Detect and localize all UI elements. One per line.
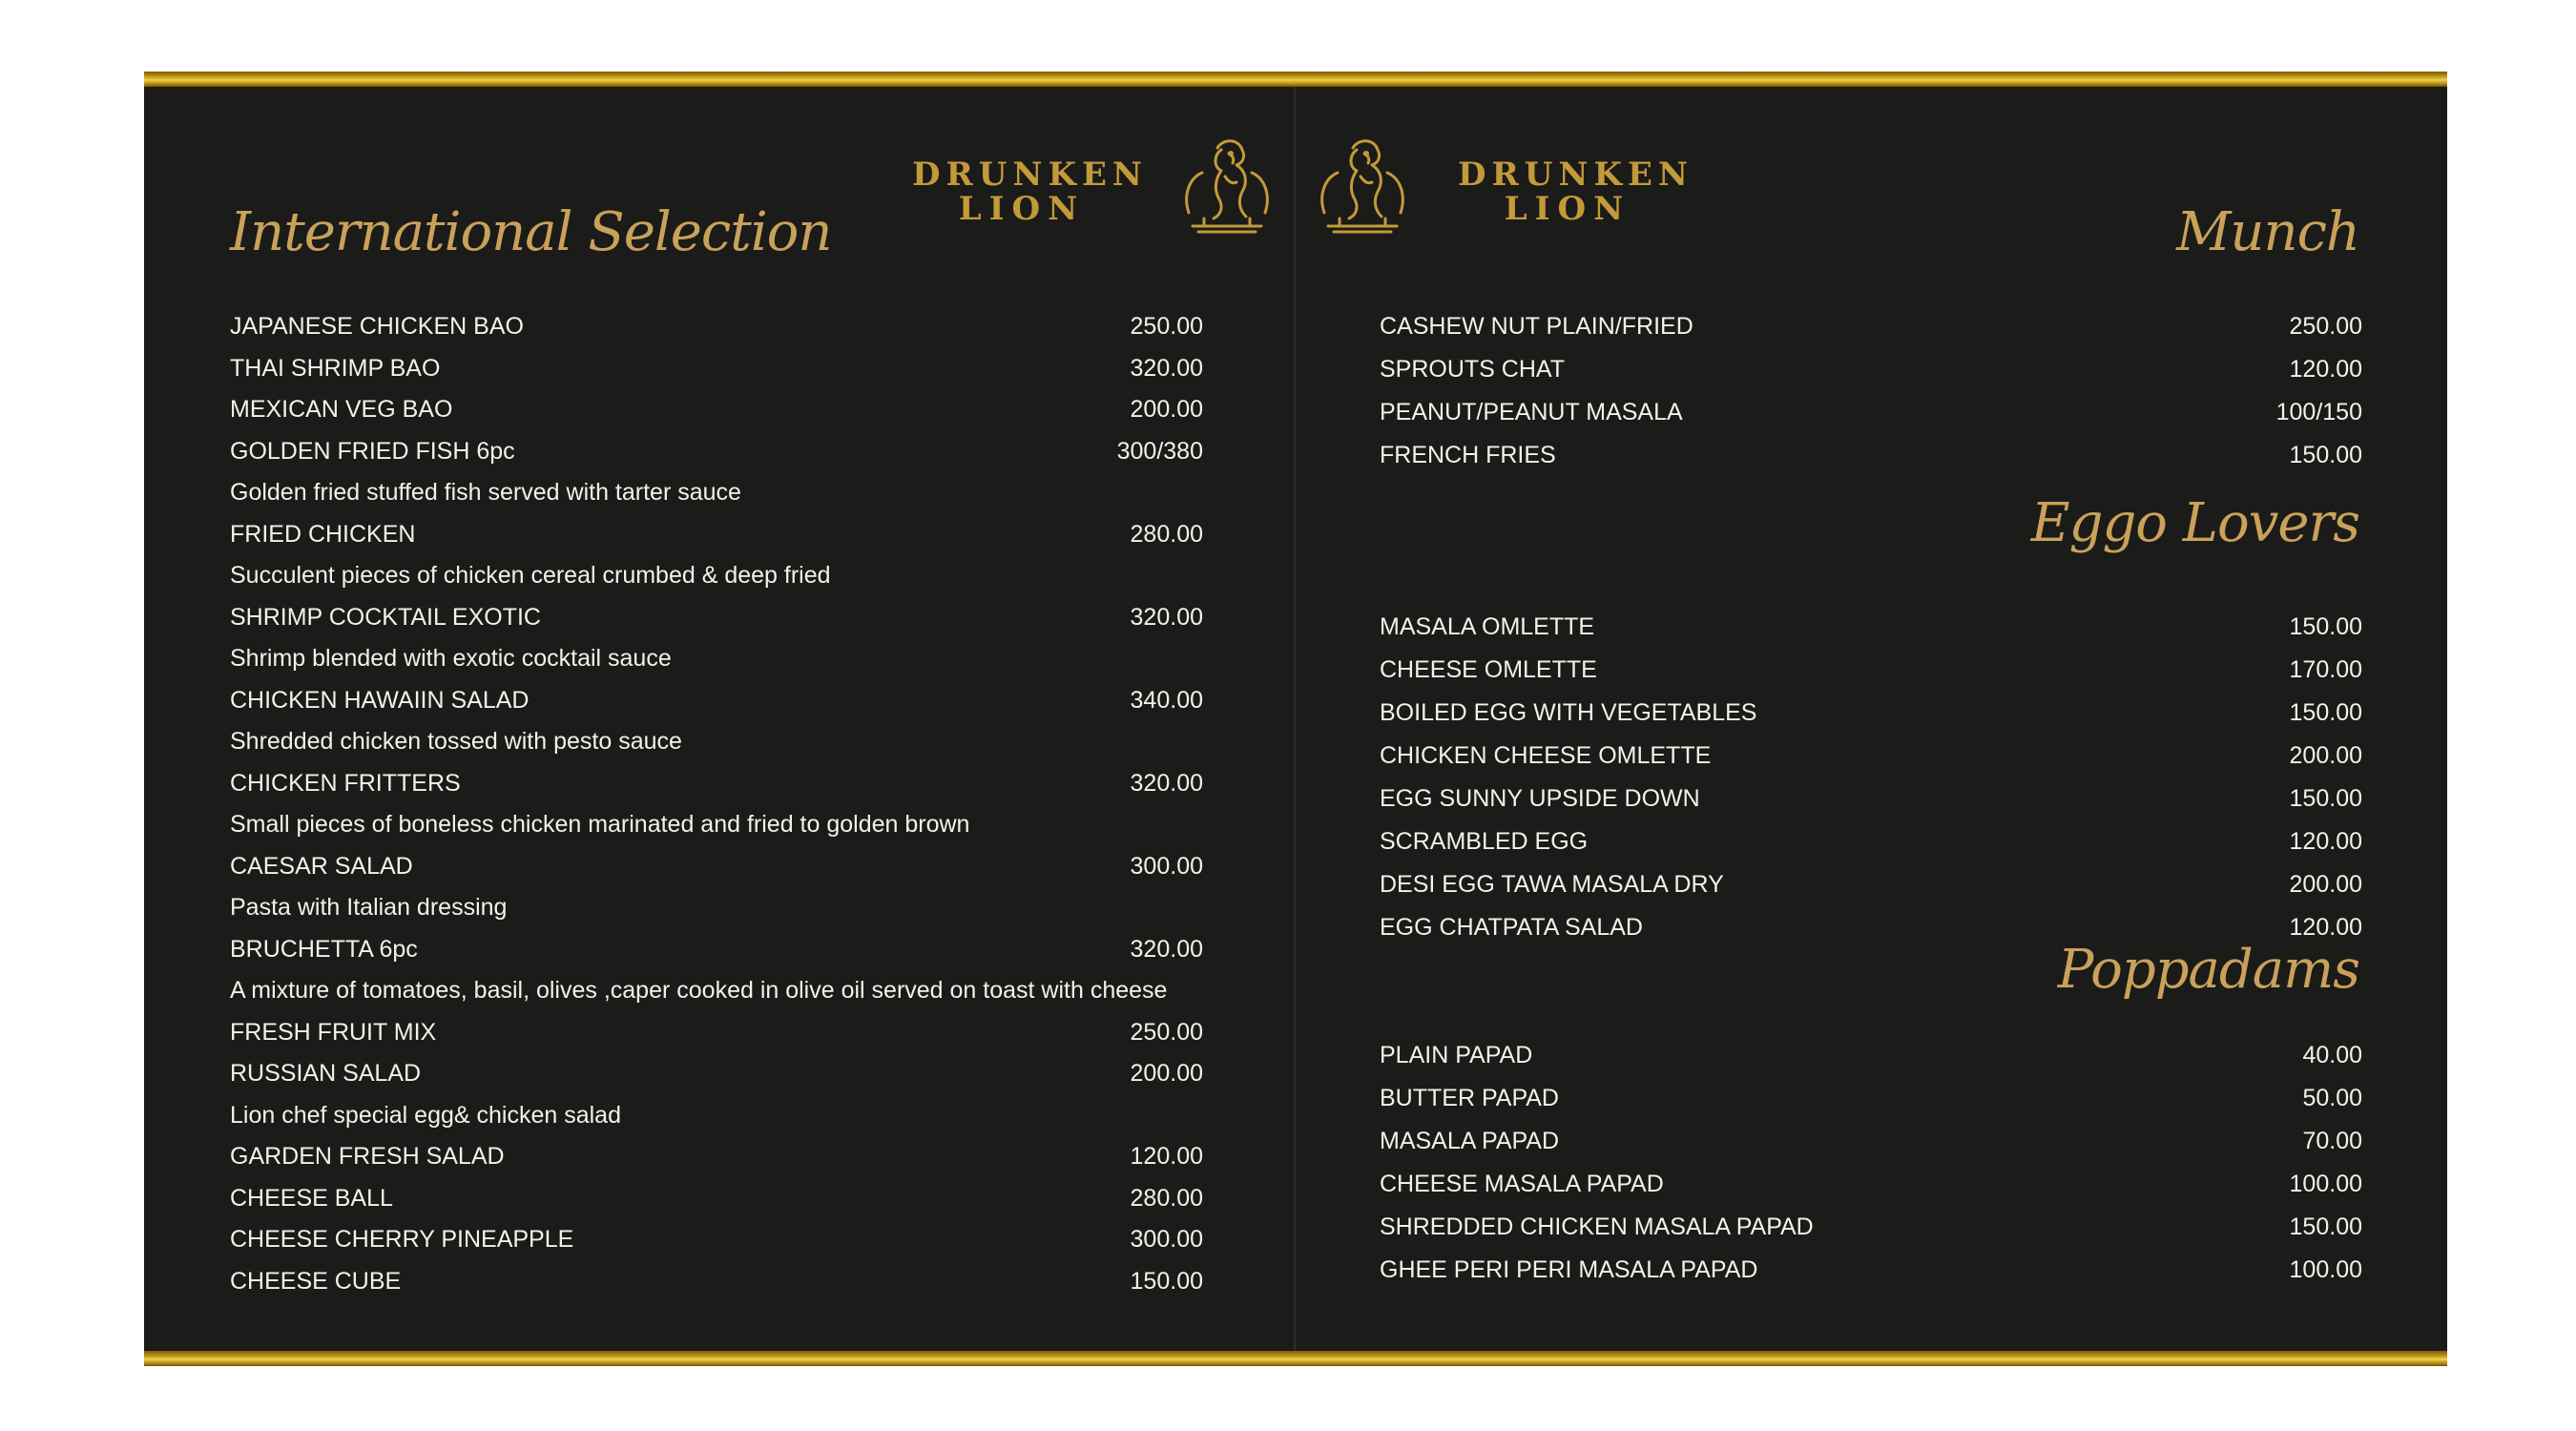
menu-item-name: CHICKEN HAWAIIN SALAD (230, 686, 530, 714)
menu-item-name: EGG SUNNY UPSIDE DOWN (1380, 785, 1700, 812)
menu-item-row (230, 1225, 1203, 1267)
menu-item-name: JAPANESE CHICKEN BAO (230, 313, 524, 340)
menu-item-name: CHEESE BALL (230, 1184, 393, 1212)
menu-item-name: SPROUTS CHAT (1380, 356, 1565, 383)
menu-item-name: CHEESE CUBE (230, 1267, 402, 1295)
section-title-eggo-lovers: Eggo Lovers (2030, 492, 2359, 554)
menu-item-price: 40.00 (2302, 1042, 2362, 1068)
menu-item-name: BUTTER PAPAD (1380, 1085, 1559, 1111)
menu-item-name: BOILED EGG WITH VEGETABLES (1380, 699, 1757, 726)
menu-item-row (1380, 1127, 2362, 1170)
menu-item-name: Shrimp blended with exotic cocktail sauce (230, 645, 672, 672)
menu-item-name: FRIED CHICKEN (230, 520, 416, 548)
left-page (144, 87, 1294, 1351)
menu-item-name: FRENCH FRIES (1380, 442, 1556, 468)
menu-item-price: 300.00 (1130, 852, 1203, 880)
menu-item-row (1380, 741, 2362, 784)
menu-item-row (1380, 698, 2362, 741)
menu-item-price: 340.00 (1130, 686, 1203, 714)
menu-item-price: 150.00 (2289, 699, 2362, 726)
menu-item-name: CHEESE MASALA PAPAD (1380, 1171, 1664, 1197)
menu-item-price: 200.00 (2289, 742, 2362, 769)
menu-item-row (1380, 612, 2362, 655)
menu-item-name: A mixture of tomatoes, basil, olives ,caper cooked in olive oil served on toast with cheese (230, 977, 1168, 1004)
menu-item-row (230, 686, 1203, 728)
menu-item-name: PLAIN PAPAD (1380, 1042, 1533, 1068)
brand-name (912, 156, 1149, 228)
menu-item-price: 120.00 (1130, 1143, 1203, 1170)
menu-item-row (230, 644, 1203, 686)
menu-item-name: PEANUT/PEANUT MASALA (1380, 399, 1683, 425)
menu-item-row (230, 520, 1203, 562)
brand-logo-left (912, 135, 1275, 239)
menu-item-price: 200.00 (1130, 396, 1203, 423)
section-title-poppadams: Poppadams (2057, 939, 2359, 1001)
menu-item-name: SHRIMP COCKTAIL EXOTIC (230, 603, 541, 631)
brand-line-1: DRUNKEN (912, 156, 1149, 194)
menu-item-row (1380, 655, 2362, 698)
menu-item-row (230, 893, 1203, 935)
menu-item-row (1380, 355, 2362, 398)
bottom-gold-border (144, 1351, 2447, 1366)
menu-item-price: 320.00 (1130, 769, 1203, 797)
menu-item-name: CHICKEN FRITTERS (230, 769, 461, 797)
menu-item-name: BRUCHETTA 6pc (230, 935, 418, 963)
menu-item-price: 250.00 (1130, 1018, 1203, 1046)
menu-item-name: CHEESE OMLETTE (1380, 656, 1597, 683)
menu-item-name: Golden fried stuffed fish served with tarter sauce (230, 479, 741, 506)
menu-item-name: FRESH FRUIT MIX (230, 1018, 437, 1046)
menu-item-price: 200.00 (2289, 871, 2362, 898)
menu-item-row (1380, 1170, 2362, 1213)
menu-item-row (230, 769, 1203, 811)
menu-item-price: 70.00 (2302, 1128, 2362, 1154)
menu-item-name: THAI SHRIMP BAO (230, 354, 441, 382)
menu-item-name: RUSSIAN SALAD (230, 1060, 422, 1087)
top-gold-border (144, 72, 2447, 87)
poppadams-list (1380, 1041, 2362, 1298)
menu-item-row (230, 1101, 1203, 1143)
menu-item-row (230, 354, 1203, 396)
menu-item-row (1380, 784, 2362, 827)
menu-item-name: GARDEN FRESH SALAD (230, 1143, 505, 1170)
menu-item-price: 320.00 (1130, 354, 1203, 382)
menu-item-price: 100.00 (2289, 1171, 2362, 1197)
menu-item-price: 280.00 (1130, 1184, 1203, 1212)
menu-item-row (1380, 312, 2362, 355)
menu-item-price: 120.00 (2289, 914, 2362, 941)
menu-item-row (230, 976, 1203, 1018)
lion-emblem-icon (1315, 135, 1410, 238)
menu-item-name: SHREDDED CHICKEN MASALA PAPAD (1380, 1213, 1814, 1240)
menu-item-row (230, 810, 1203, 852)
brand-line-2: LION (1504, 190, 1631, 228)
menu-item-row (230, 561, 1203, 603)
menu-item-row (230, 935, 1203, 977)
menu-item-row (1380, 827, 2362, 870)
brand-logo-right (1315, 135, 1694, 239)
menu-item-row (230, 1267, 1203, 1309)
brand-name (1458, 156, 1694, 228)
menu-item-row (1380, 870, 2362, 913)
menu-item-name: MASALA OMLETTE (1380, 613, 1595, 640)
menu-item-price: 120.00 (2289, 828, 2362, 855)
section-title-international-selection: International Selection (230, 201, 832, 263)
menu-item-price: 100/150 (2275, 399, 2362, 425)
menu-item-row (230, 1059, 1203, 1101)
menu-item-price: 280.00 (1130, 520, 1203, 548)
menu-item-row (230, 852, 1203, 894)
menu-item-price: 170.00 (2289, 656, 2362, 683)
international-selection-list (230, 312, 1203, 1308)
menu-item-name: DESI EGG TAWA MASALA DRY (1380, 871, 1724, 898)
menu-item-row (230, 1142, 1203, 1184)
menu-item-price: 150.00 (1130, 1267, 1203, 1295)
menu-item-row (230, 1018, 1203, 1060)
menu-item-row (230, 1184, 1203, 1226)
menu-item-price: 150.00 (2289, 442, 2362, 468)
menu-item-price: 100.00 (2289, 1256, 2362, 1283)
menu-item-row (1380, 1041, 2362, 1084)
menu-item-price: 50.00 (2302, 1085, 2362, 1111)
menu-item-price: 300.00 (1130, 1226, 1203, 1253)
menu-item-name: MEXICAN VEG BAO (230, 396, 453, 423)
menu-item-row (230, 727, 1203, 769)
menu-item-name: CAESAR SALAD (230, 852, 413, 880)
menu-item-row (230, 395, 1203, 437)
brand-line-2: LION (958, 190, 1086, 228)
section-title-munch: Munch (2176, 201, 2359, 263)
eggo-lovers-list (1380, 612, 2362, 956)
menu-item-row (1380, 441, 2362, 484)
menu-item-price: 120.00 (2289, 356, 2362, 383)
menu-item-name: Lion chef special egg& chicken salad (230, 1101, 621, 1129)
menu-item-name: Shredded chicken tossed with pesto sauce (230, 728, 682, 755)
menu-item-name: GHEE PERI PERI MASALA PAPAD (1380, 1256, 1758, 1283)
menu-item-row (230, 478, 1203, 520)
menu-item-name: CHEESE CHERRY PINEAPPLE (230, 1226, 574, 1253)
menu-item-name: MASALA PAPAD (1380, 1128, 1560, 1154)
menu-item-price: 150.00 (2289, 613, 2362, 640)
menu-item-row (230, 603, 1203, 645)
menu-item-name: Succulent pieces of chicken cereal crumbed & deep fried (230, 562, 831, 589)
menu-item-name: Small pieces of boneless chicken marinated and fried to golden brown (230, 811, 970, 838)
menu-item-row (1380, 1213, 2362, 1255)
menu-item-name: EGG CHATPATA SALAD (1380, 914, 1643, 941)
menu-item-row (1380, 1255, 2362, 1298)
brand-line-1: DRUNKEN (1458, 156, 1694, 194)
menu-item-price: 150.00 (2289, 1213, 2362, 1240)
menu-item-price: 250.00 (1130, 313, 1203, 340)
menu-item-name: GOLDEN FRIED FISH 6pc (230, 437, 515, 465)
menu-card (144, 72, 2447, 1366)
menu-item-row (230, 312, 1203, 354)
menu-item-name: CASHEW NUT PLAIN/FRIED (1380, 313, 1693, 340)
munch-list (1380, 312, 2362, 484)
menu-item-price: 320.00 (1130, 935, 1203, 963)
menu-item-row (1380, 398, 2362, 441)
menu-item-price: 200.00 (1130, 1060, 1203, 1087)
menu-item-price: 320.00 (1130, 603, 1203, 631)
menu-item-name: Pasta with Italian dressing (230, 894, 508, 921)
menu-item-name: CHICKEN CHEESE OMLETTE (1380, 742, 1712, 769)
menu-item-name: SCRAMBLED EGG (1380, 828, 1589, 855)
menu-item-price: 250.00 (2289, 313, 2362, 340)
menu-item-row (1380, 1084, 2362, 1127)
menu-item-price: 300/380 (1116, 437, 1203, 465)
right-page (1296, 87, 2445, 1351)
lion-emblem-icon (1179, 135, 1275, 238)
menu-item-row (230, 437, 1203, 479)
menu-item-price: 150.00 (2289, 785, 2362, 812)
